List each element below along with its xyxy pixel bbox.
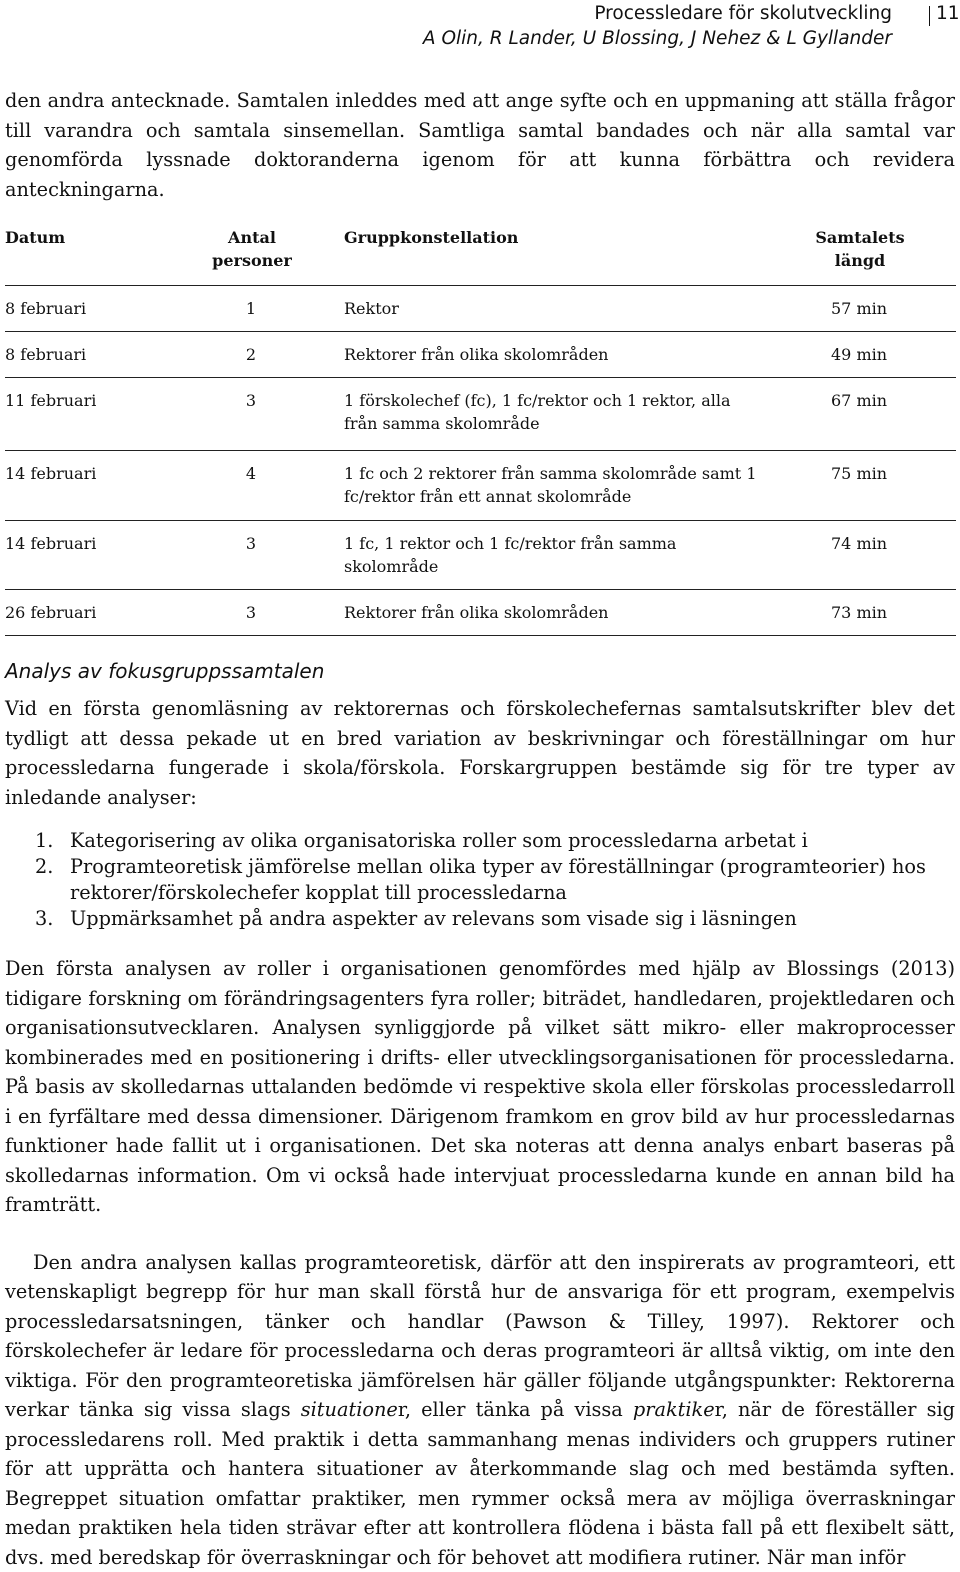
table-row <box>5 590 956 636</box>
cell-count: 3 <box>239 389 263 412</box>
intro-paragraph: den andra antecknade. Samtalen inleddes med att ange syfte och en uppmaning att ställa frågor till varandra och samtala sinsemellan. Samtliga samtal bandades och när alla samtal var genomförda lyssnade doktoranderna igenom för att kunna förbättra och revidera anteckningarna. <box>5 86 955 204</box>
header-date: Datum <box>5 226 65 249</box>
text-run: r, eller tänka på vissa <box>398 1398 633 1421</box>
cell-length: 75 min <box>831 462 887 485</box>
cell-count: 1 <box>239 297 263 320</box>
cell-group: 1 fc och 2 rektorer från samma skolområde samt 1 fc/rektor från ett annat skolområde <box>344 462 764 508</box>
cell-date: 8 februari <box>5 343 86 366</box>
list-item-number: 1. <box>35 828 53 854</box>
table-row <box>5 451 956 521</box>
page-content <box>5 86 955 1572</box>
table-row <box>5 521 956 590</box>
cell-count: 3 <box>239 532 263 555</box>
cell-count: 2 <box>239 343 263 366</box>
cell-length: 49 min <box>831 343 887 366</box>
cell-group: 1 förskolechef (fc), 1 fc/rektor och 1 rektor, alla från samma skolområde <box>344 389 764 435</box>
cell-count: 4 <box>239 462 263 485</box>
cell-count: 3 <box>239 601 263 624</box>
section-heading: Analys av fokusgruppssamtalen <box>5 656 955 686</box>
list-item-text: Programteoretisk jämförelse mellan olika typer av föreställningar (programteorier) hos rektorer/förskolechefer kopplat till processledarna <box>70 855 926 904</box>
cell-length: 73 min <box>831 601 887 624</box>
paragraph-program-theory <box>5 1248 955 1572</box>
cell-group: Rektorer från olika skolområden <box>344 343 764 366</box>
cell-group: Rektor <box>344 297 764 320</box>
page-header <box>0 0 960 66</box>
header-count: Antal personer <box>202 226 302 272</box>
table-header-row <box>5 224 956 286</box>
italic-term-situation: situatione <box>301 1398 398 1421</box>
table-row <box>5 286 956 332</box>
text-run: Den andra analysen kallas programteoretisk, därför att den inspirerats av programteori, ett vetenskapligt begrepp för hur man skall förstå hur de ansvariga för ett program, exempelvis processledarsatsningen, tänker och handlar (Pawson & Tilley, 1997). Rektorer och förskolechefer är ledare för processledarna och deras programteori är alltså viktig, om inte den viktiga. För den programteoretiska jämförelsen här gäller följande utgångspunkter: Rektorerna verkar tänka sig vissa slags <box>5 1251 955 1422</box>
italic-term-practice: praktike <box>633 1398 715 1421</box>
header-divider <box>929 6 930 26</box>
paragraph-analysis-intro: Vid en första genomläsning av rektorernas och förskolechefernas samtalsutskrifter blev det tydligt att dessa pekade ut en bred variation av beskrivningar och föreställningar om hur processledarna fungerade i skola/förskola. Forskargruppen bestämde sig för tre typer av inledande analyser: <box>5 694 955 812</box>
analysis-list <box>5 828 955 932</box>
cell-date: 8 februari <box>5 297 86 320</box>
cell-date: 26 februari <box>5 601 96 624</box>
cell-group: 1 fc, 1 rektor och 1 fc/rektor från samma skolområde <box>344 532 764 578</box>
table-row <box>5 378 956 451</box>
list-item-number: 3. <box>35 906 53 932</box>
cell-length: 74 min <box>831 532 887 555</box>
table-row <box>5 332 956 378</box>
list-item <box>5 828 955 854</box>
cell-length: 57 min <box>831 297 887 320</box>
text-run: r, när de föreställer sig processledarens roll. Med praktik i detta sammanhang menas individers och gruppers rutiner för att upprätta och hantera situationer av återkommande slag och med bestämda syften. Begreppet situation omfattar praktiker, men rymmer också mera av möjliga överraskningar medan praktiken hela tiden strävar efter att kontrollera flödena i bästa fall på ett flexibelt sätt, dvs. med beredskap för överraskningar och för behovet att modifiera rutiner. När man inför <box>5 1398 955 1569</box>
header-group: Gruppkonstellation <box>344 226 518 249</box>
list-item-text: Uppmärksamhet på andra aspekter av relevans som visade sig i läsningen <box>70 907 797 930</box>
list-item-number: 2. <box>35 854 53 880</box>
interview-table <box>5 224 956 636</box>
list-item <box>5 854 955 906</box>
header-length: Samtalets längd <box>805 226 915 272</box>
list-item <box>5 906 955 932</box>
running-authors: A Olin, R Lander, U Blossing, J Nehez & L Gyllander <box>423 27 892 51</box>
cell-group: Rektorer från olika skolområden <box>344 601 764 624</box>
page-number: 11 <box>936 2 960 26</box>
list-item-text: Kategorisering av olika organisatoriska roller som processledarna arbetat i <box>70 829 808 852</box>
cell-length: 67 min <box>831 389 887 412</box>
cell-date: 14 februari <box>5 532 96 555</box>
paragraph-role-analysis: Den första analysen av roller i organisationen genomfördes med hjälp av Blossings (2013) tidigare forskning om förändringsagenters fyra roller; biträdet, handledaren, projektledaren och organisationsutvecklaren. Analysen synliggjorde på vilket sätt mikro- eller makroprocesser kombinerades med en positionering i drifts- eller utvecklingsorganisationen för processledarna. På basis av skolledarnas uttalanden bedömde vi respektive skola eller förskolas processledarroll i en fyrfältare med dessa dimensioner. Därigenom framkom en grov bild av hur processledarnas funktioner hade fallit ut i organisationen. Det ska noteras att denna analys enbart baseras på skolledarnas information. Om vi också hade intervjuat processledarna kunde en annan bild ha framträtt. <box>5 954 955 1220</box>
running-title: Processledare för skolutveckling <box>594 2 892 26</box>
cell-date: 11 februari <box>5 389 96 412</box>
cell-date: 14 februari <box>5 462 96 485</box>
